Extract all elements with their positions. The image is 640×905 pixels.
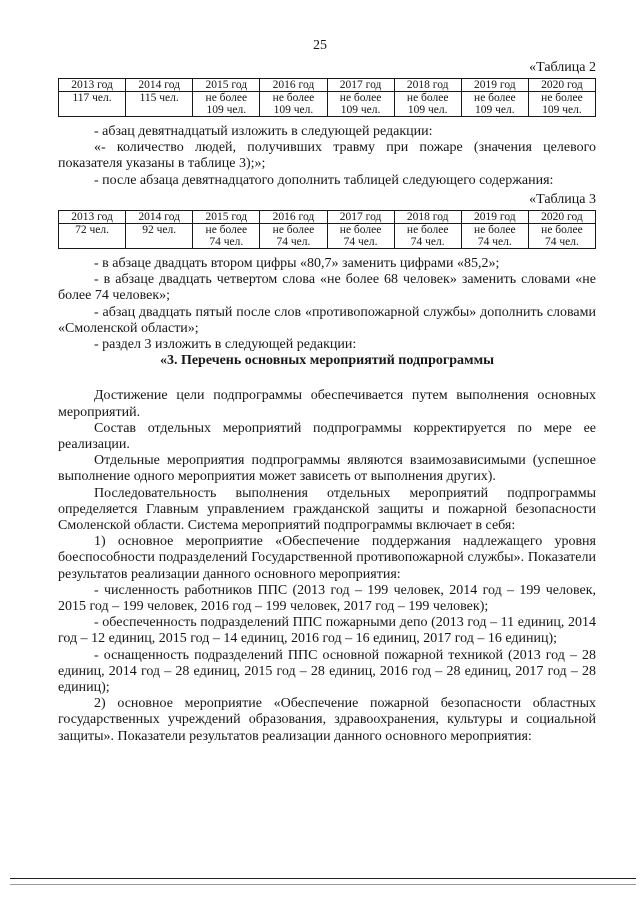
cell-line: 74 чел. [276,236,311,248]
cell-line: 74 чел. [477,236,512,248]
cell-line: не более [541,224,583,236]
cell-line: 109 чел. [273,104,314,116]
cell-line: не более [474,92,516,104]
table-cell [327,224,394,249]
table-header-cell: 2019 год [461,211,528,224]
table-header-cell: 2016 год [260,79,327,92]
table-cell [394,92,461,117]
paragraph: - в абзаце двадцать втором цифры «80,7» заменить цифрами «85,2»; [94,256,500,271]
amendment-block-1 [58,124,596,189]
paragraph: «- количество людей, получивших травму при пожаре (значения целевого показателя указаны в таблице 3);»; [58,140,596,172]
cell-line: 72 чел. [75,224,109,236]
paragraph: - оснащенность подразделений ППС основной пожарной техникой (2013 год – 28 единиц, 2014 год – 28 единиц, 2015 год – 28 единиц, 2016 год – 28 единиц, 2017 год – 28 единиц); [58,647,596,696]
cell-line: 74 чел. [343,236,378,248]
table-header-cell: 2017 год [327,79,394,92]
table-header-cell: 2015 год [193,211,260,224]
table-header-cell: 2015 год [193,79,260,92]
paragraph: Отдельные мероприятия подпрограммы являются взаимозависимыми (успешное выполнение одного мероприятия может зависеть от выполнения других). [58,453,596,485]
bottom-divider-secondary [10,884,636,885]
cell-line: 109 чел. [474,104,515,116]
table-cell [528,92,595,117]
paragraph: 2) основное мероприятие «Обеспечение пожарной безопасности областных государственных учреждений образования, здравоохранения, культуры и социальной защиты». Показатели результатов реализации данного основного мероприятия: [58,696,596,744]
table-header-cell: 2013 год [59,211,126,224]
cell-line: не более [272,92,315,104]
table-cell [528,224,595,249]
table-header-cell: 2014 год [126,79,193,92]
cell-line: 115 чел. [139,92,179,104]
table-3-caption: «Таблица 3 [529,192,596,207]
paragraph: Достижение цели подпрограммы обеспечивается путем выполнения основных мероприятий. [58,388,596,420]
cell-line: 74 чел. [410,236,445,248]
cell-line: 109 чел. [542,104,582,116]
cell-line: 109 чел. [340,104,381,116]
table-cell [59,224,126,249]
cell-line: не более [406,92,449,104]
table-cell [394,224,461,249]
cell-line: 109 чел. [407,104,448,116]
table-cell [461,224,528,249]
bottom-divider [10,878,636,879]
paragraph: - абзац двадцать пятый после слов «противопожарной службы» дополнить словами «Смоленской области»; [58,304,596,336]
cell-line: 117 чел. [72,92,112,104]
section-heading: «3. Перечень основных мероприятий подпрограммы [159,353,495,369]
cell-line: не более [339,224,382,236]
table-cell [126,92,193,117]
cell-line: 74 чел. [209,236,244,248]
paragraph: - абзац девятнадцатый изложить в следующей редакции: [94,124,433,139]
table-3-header-row [59,211,596,224]
table-cell [260,92,327,117]
table-header-cell: 2018 год [394,79,461,92]
cell-line: не более [205,224,248,236]
cell-line: не более [205,92,248,104]
table-cell [59,92,126,117]
cell-line: не более [541,92,583,104]
table-3 [58,210,596,249]
table-header-cell: 2013 год [59,79,126,92]
table-header-cell: 2020 год [528,211,595,224]
table-header-cell: 2016 год [260,211,327,224]
paragraph: 1) основное мероприятие «Обеспечение поддержания надлежащего уровня боеспособности подразделений Государственной противопожарной службы». Показатели результатов реализации данного основного мероприятия: [58,534,596,582]
cell-line: не более [272,224,315,236]
table-2 [58,78,596,117]
table-2-caption: «Таблица 2 [529,60,596,75]
table-cell [327,92,394,117]
table-header-cell: 2014 год [126,211,193,224]
paragraph: - численность работников ППС (2013 год – 199 человек, 2014 год – 199 человек, 2015 год – 199 человек, 2016 год – 199 человек, 2017 год – 199 человек); [58,582,596,615]
paragraph: Состав отдельных мероприятий подпрограммы корректируется по мере ее реализации. [58,420,596,453]
paragraph: - обеспеченность подразделений ППС пожарными депо (2013 год – 11 единиц, 2014 год – 12 единиц, 2015 год – 14 единиц, 2016 год – 16 единиц, 2017 год – 16 единиц); [58,615,596,647]
paragraph: - в абзаце двадцать четвертом слова «не более 68 человек» заменить словами «не более 74 человек»; [58,272,596,304]
table-cell [260,224,327,249]
table-cell [193,224,260,249]
table-header-cell: 2020 год [528,79,595,92]
amendment-block-2 [58,256,596,745]
table-2-value-row [59,92,596,117]
page-number: 25 [313,38,327,53]
paragraph: - раздел 3 изложить в следующей редакции: [94,337,357,353]
table-2-header-row [59,79,596,92]
cell-line: не более [339,92,382,104]
cell-line: 92 чел. [142,224,177,236]
table-cell [461,92,528,117]
cell-line: не более [474,224,516,236]
table-cell [126,224,193,249]
cell-line: 109 чел. [206,104,247,116]
cell-line: 74 чел. [544,236,579,248]
cell-line: не более [406,224,449,236]
paragraph: Последовательность выполнения отдельных мероприятий подпрограммы определяется Главным управлением гражданской защиты и пожарной безопасности Смоленской области. Система мероприятий подпрограммы включает в себя: [58,485,596,534]
table-header-cell: 2019 год [461,79,528,92]
table-3-value-row [59,224,596,249]
paragraph: - после абзаца девятнадцатого дополнить таблицей следующего содержания: [94,172,554,188]
table-header-cell: 2017 год [327,211,394,224]
table-cell [193,92,260,117]
table-header-cell: 2018 год [394,211,461,224]
